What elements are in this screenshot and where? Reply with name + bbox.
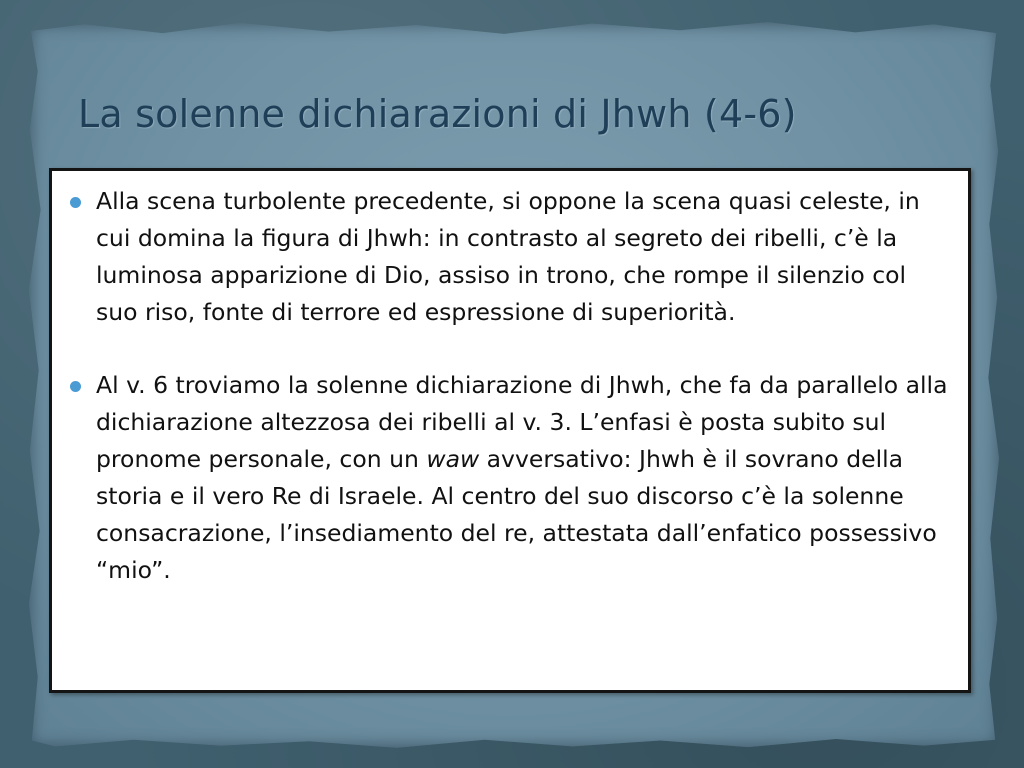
bullet-item-2	[70, 367, 954, 589]
bullet-text-part: avversativo: Jhwh è il sovrano della storia e il vero Re di Israele. Al centro del suo discorso c’è la solenne consacrazione, l’insediamento del re, attestata dall’enfatico possessivo “mio”.	[96, 445, 937, 584]
bullet-emphasis: waw	[426, 445, 480, 473]
slide-title: La solenne dichiarazioni di Jhwh (4-6)	[78, 92, 797, 136]
content-box	[49, 168, 971, 693]
bullet-text	[96, 187, 920, 326]
bullet-text	[96, 371, 947, 584]
bullet-item-1	[70, 183, 954, 331]
bullet-text-part: Al v. 6 troviamo la solenne dichiarazione di Jhwh, che fa da parallelo alla dichiarazione altezzosa dei ribelli al v. 3. L’enfasi è posta subito sul pronome personale, con un	[96, 371, 948, 473]
bullet-dot-icon	[70, 197, 81, 208]
bullet-list	[52, 171, 968, 589]
bullet-dot-icon	[70, 381, 81, 392]
bullet-text-part: Alla scena turbolente precedente, si oppone la scena quasi celeste, in cui domina la figura di Jhwh: in contrasto al segreto dei ribelli, c’è la luminosa apparizione di Dio, assiso in trono, che rompe il silenzio col suo riso, fonte di terrore ed espressione di superiorità.	[96, 187, 920, 326]
